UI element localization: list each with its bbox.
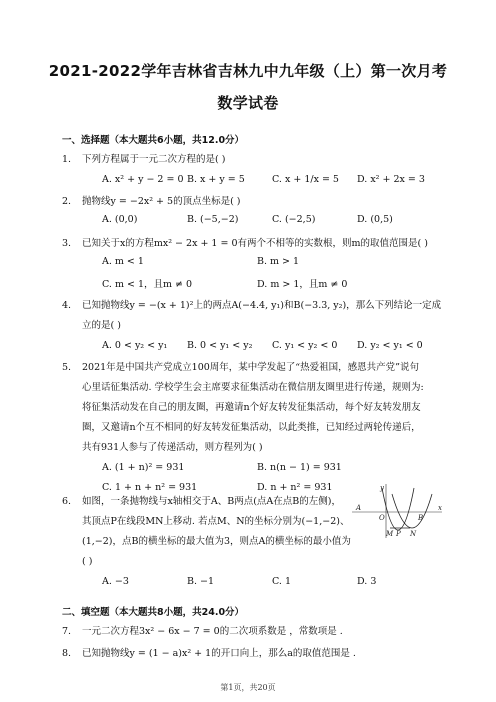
option-d: D. m > 1，且m ≠ 0 [257, 279, 348, 290]
question-number: 6. [62, 496, 72, 507]
question-text: 将征集活动发在自己的朋友圈，再邀请n个好友转发征集活动，每个好友转发朋友 [82, 402, 421, 413]
option-d: D. x² + 2x = 3 [357, 174, 425, 185]
option-b: B. n(n − 1) = 931 [257, 462, 342, 473]
question-number: 7. [62, 626, 72, 637]
label-o: O [379, 514, 385, 522]
label-x: x [438, 504, 442, 512]
section-choice: 一、选择题（本大题共6小题，共12.0分） [62, 135, 245, 146]
option-a: A. m < 1 [102, 256, 144, 267]
option-b: B. 0 < y₁ < y₂ [187, 340, 253, 351]
label-b: B [418, 514, 424, 522]
option-c: C. m < 1，且m ≠ 0 [102, 279, 193, 290]
option-c: C. x + 1/x = 5 [272, 174, 339, 185]
question-text: 已知抛物线y = −(x + 1)²上的两点A(−4.4, y₁)和B(−3.3, y₂)，那么下列结论一定成 [82, 300, 442, 311]
option-d: D. (0,5) [357, 214, 393, 225]
question-text: (1,−2)，点B的横坐标的最大值为3，则点A的横坐标的最小值为 [82, 536, 351, 547]
question-number: 8. [62, 648, 72, 659]
option-a: A. (0,0) [102, 214, 138, 225]
option-c: C. 1 [272, 576, 292, 587]
question-text: 抛物线y = −2x² + 5的顶点坐标是( ) [82, 196, 241, 207]
option-a: A. 0 < y₂ < y₁ [102, 340, 168, 351]
question-text: 共有931人参与了传递活动，则方程列为( ) [82, 442, 263, 453]
label-a: A [356, 504, 362, 512]
label-m: M [386, 530, 394, 538]
question-text: 下列方程属于一元二次方程的是( ) [82, 154, 226, 165]
question-number: 4. [62, 300, 72, 311]
option-d: D. 3 [357, 576, 377, 587]
option-b: B. m > 1 [257, 256, 300, 267]
option-d: D. y₂ < y₁ < 0 [357, 340, 423, 351]
parabola-curve [382, 488, 414, 530]
question-text: 圈，又邀请n个互不相同的好友转发征集活动，以此类推，已知经过两轮传递后， [82, 422, 421, 433]
question-text: ( ) [82, 556, 93, 567]
paper-title-line2: 数学试卷 [217, 94, 279, 112]
question-number: 3. [62, 238, 72, 249]
option-c: C. 1 + n + n² = 931 [102, 482, 198, 493]
paper-title-line1: 2021-2022学年吉林省吉林九中九年级（上）第一次月考 [48, 62, 448, 80]
question-text: 如图，一条抛物线与x轴相交于A、B两点(点A在点B的左侧)， [82, 496, 341, 507]
option-a: A. x² + y − 2 = 0 [102, 174, 184, 185]
option-c: C. y₁ < y₂ < 0 [272, 340, 338, 351]
page-footer: 第1页，共20页 [220, 683, 276, 692]
question-text: 立的是( ) [82, 320, 121, 331]
question-number: 1. [62, 154, 72, 165]
option-d: D. n + n² = 931 [257, 482, 333, 493]
question-number: 5. [62, 362, 72, 373]
label-y: y [380, 484, 384, 492]
option-a: A. (1 + n)² = 931 [102, 462, 185, 473]
option-b: B. (−5,−2) [187, 214, 239, 225]
option-a: A. −3 [102, 576, 129, 587]
option-c: C. (−2,5) [272, 214, 316, 225]
section-fill: 二、填空题（本大题共8小题，共24.0分） [62, 607, 245, 618]
question-text: 一元二次方程3x² − 6x − 7 = 0的二次项系数是 ，常数项是 . [82, 626, 343, 637]
option-b: B. −1 [187, 576, 215, 587]
label-p: P [396, 530, 401, 538]
question-text: 其顶点P在线段MN上移动. 若点M、N的坐标分别为(−1,−2)、 [82, 516, 350, 527]
question-text: 2021年是中国共产党成立100周年，某中学发起了“热爱祖国，感恩共产党”说句 [82, 362, 420, 373]
question-text: 已知抛物线y = (1 − a)x² + 1的开口向上，那么a的取值范围是 . [82, 648, 356, 659]
parabola-figure [352, 482, 444, 540]
question-number: 2. [62, 196, 72, 207]
label-n: N [410, 530, 417, 538]
option-b: B. x + y = 5 [187, 174, 245, 185]
question-text: 心里话征集活动. 学校学生会主席要求征集活动在微信朋友圈里进行传递，规则为: [82, 382, 424, 393]
question-text: 已知关于x的方程mx² − 2x + 1 = 0有两个不相等的实数根，则m的取值范围是( ) [82, 238, 428, 249]
